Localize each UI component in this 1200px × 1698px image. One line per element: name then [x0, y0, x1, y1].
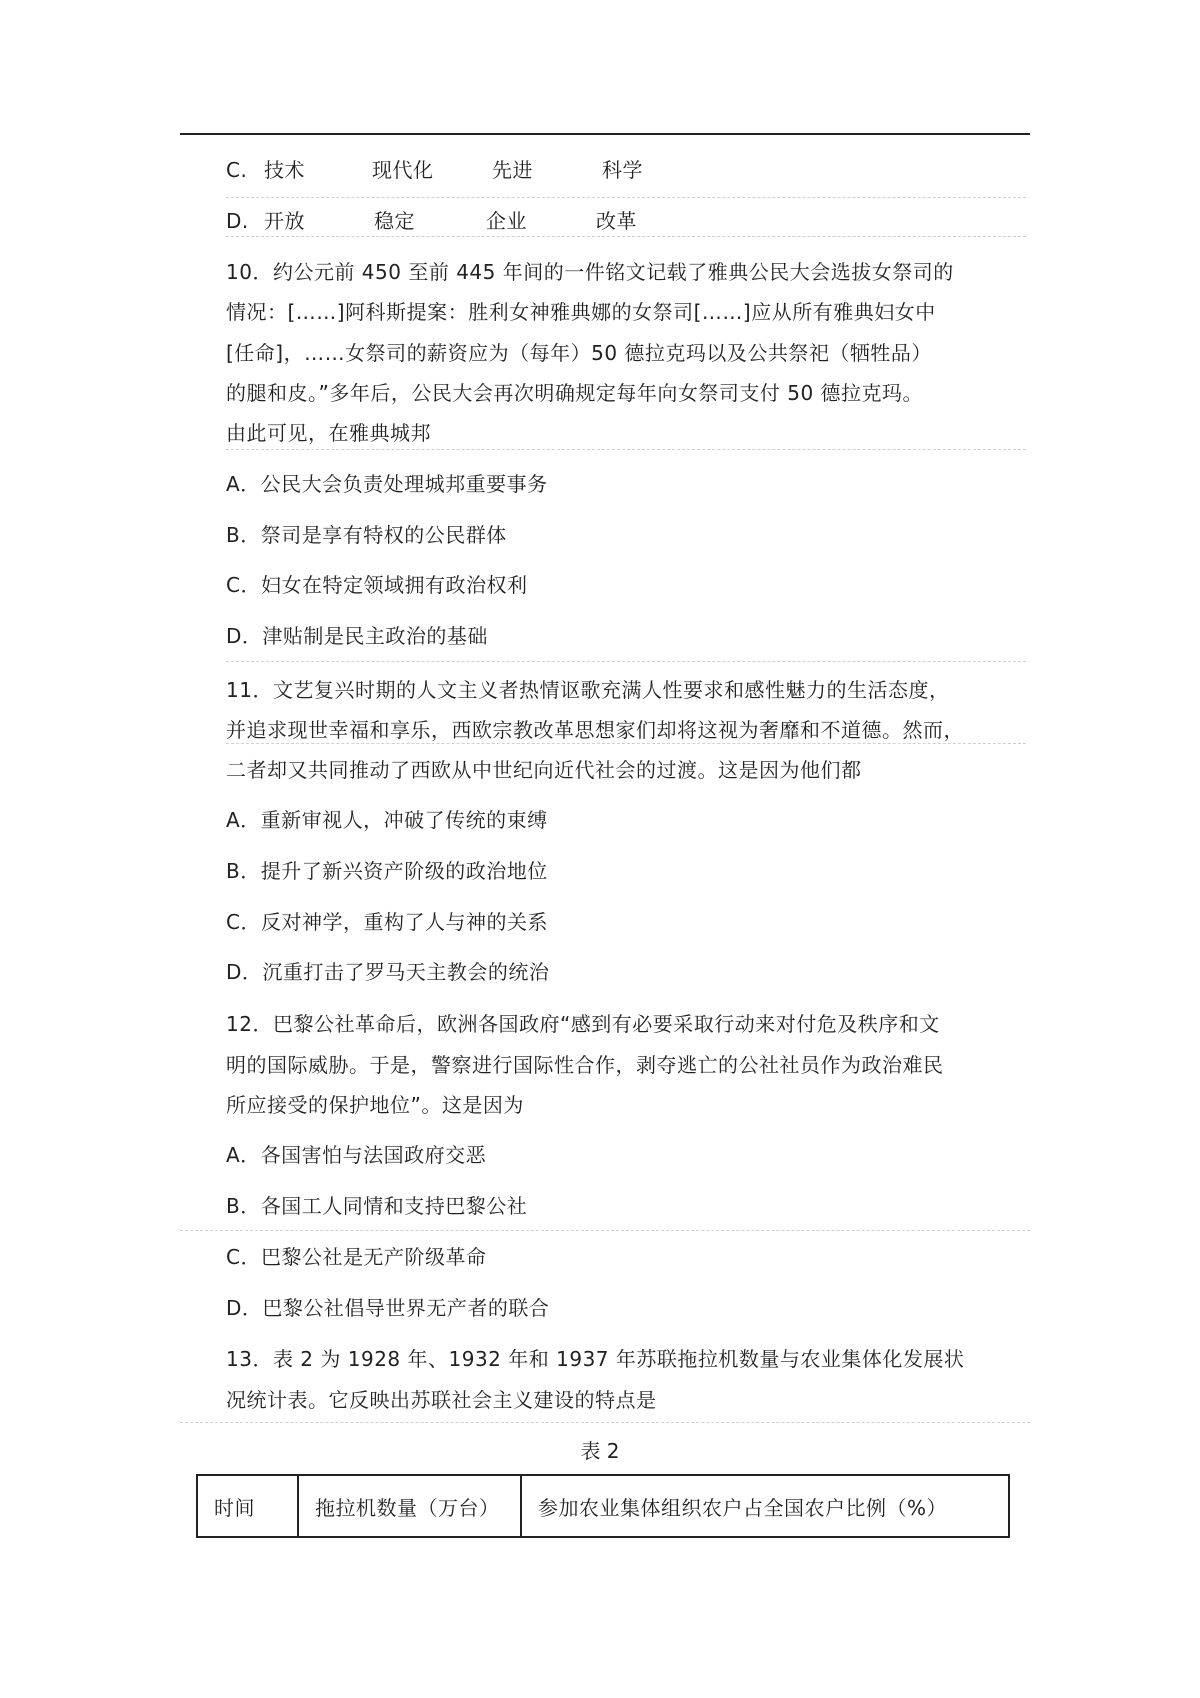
- dashed-divider: [226, 743, 1026, 744]
- option-item: 现代化: [372, 158, 434, 182]
- table-header-cell: 参加农业集体组织农户占全国农户比例（%）: [521, 1475, 1009, 1537]
- q11-option-b: B．提升了新兴资产阶级的政治地位: [226, 859, 548, 883]
- table-header-row: [197, 1475, 1009, 1537]
- q10-option-c: C．妇女在特定领域拥有政治权利: [226, 573, 528, 597]
- q11-stem-line: 并追求现世幸福和享乐，西欧宗教改革思想家们却将这视为奢靡和不道德。然而，: [226, 718, 964, 742]
- q10-option-b: B．祭司是享有特权的公民群体: [226, 523, 507, 547]
- dashed-divider: [180, 1230, 1030, 1231]
- dashed-divider: [226, 449, 1026, 450]
- table-header-cell: 时间: [197, 1475, 298, 1537]
- option-letter: C.: [226, 158, 248, 182]
- q12-stem-line: 明的国际威胁。于是，警察进行国际性合作，剥夺逃亡的公社社员作为政治难民: [226, 1053, 944, 1077]
- option-item: 开放: [264, 209, 305, 233]
- header-rule: [180, 133, 1030, 135]
- q11-option-c: C．反对神学，重构了人与神的关系: [226, 910, 548, 934]
- q11-option-a: A．重新审视人，冲破了传统的束缚: [226, 808, 548, 832]
- q12-stem-line: 所应接受的保护地位”。这是因为: [226, 1093, 524, 1117]
- option-item: 企业: [486, 209, 527, 233]
- dashed-divider: [226, 197, 1026, 198]
- q11-stem-line: 二者却又共同推动了西欧从中世纪向近代社会的过渡。这是因为他们都: [226, 758, 862, 782]
- table-header-cell: 拖拉机数量（万台）: [298, 1475, 521, 1537]
- q10-stem-line: 的腿和皮。”多年后，公民大会再次明确规定每年向女祭司支付 50 德拉克玛。: [226, 381, 924, 405]
- q13-stem-line: 况统计表。它反映出苏联社会主义建设的特点是: [226, 1388, 657, 1412]
- dashed-divider: [180, 1422, 1030, 1423]
- q10-stem-line: 10．约公元前 450 至前 445 年间的一件铭文记载了雅典公民大会选拔女祭司的: [226, 260, 954, 284]
- q10-option-d: D．津贴制是民主政治的基础: [226, 624, 488, 648]
- q13-stem-line: 13．表 2 为 1928 年、1932 年和 1937 年苏联拖拉机数量与农业集体化发展状: [226, 1347, 965, 1371]
- option-letter: D.: [226, 209, 249, 233]
- option-item: 科学: [602, 158, 643, 182]
- option-item: 技术: [264, 158, 305, 182]
- q12-option-c: C．巴黎公社是无产阶级革命: [226, 1245, 487, 1269]
- q11-option-d: D．沉重打击了罗马天主教会的统治: [226, 960, 550, 984]
- q10-stem-line: 由此可见，在雅典城邦: [226, 421, 431, 445]
- dashed-divider: [226, 661, 1026, 662]
- option-item: 先进: [492, 158, 533, 182]
- stats-table: [196, 1474, 1010, 1538]
- q12-stem-line: 12．巴黎公社革命后，欧洲各国政府“感到有必要采取行动来对付危及秩序和文: [226, 1012, 940, 1036]
- dashed-divider: [226, 236, 1026, 237]
- q11-stem-line: 11．文艺复兴时期的人文主义者热情讴歌充满人性要求和感性魅力的生活态度，: [226, 678, 950, 702]
- q12-option-d: D．巴黎公社倡导世界无产者的联合: [226, 1296, 550, 1320]
- table-caption: 表 2: [580, 1439, 620, 1463]
- q12-option-a: A．各国害怕与法国政府交恶: [226, 1143, 487, 1167]
- q12-option-b: B．各国工人同情和支持巴黎公社: [226, 1194, 528, 1218]
- q10-stem-line: [任命]，……女祭司的薪资应为（每年）50 德拉克玛以及公共祭祀（牺牲品）: [226, 341, 932, 365]
- option-item: 改革: [596, 209, 637, 233]
- q10-stem-line: 情况：[……]阿科斯提案：胜利女神雅典娜的女祭司[……]应从所有雅典妇女中: [226, 300, 936, 324]
- q10-option-a: A．公民大会负责处理城邦重要事务: [226, 472, 548, 496]
- option-item: 稳定: [374, 209, 415, 233]
